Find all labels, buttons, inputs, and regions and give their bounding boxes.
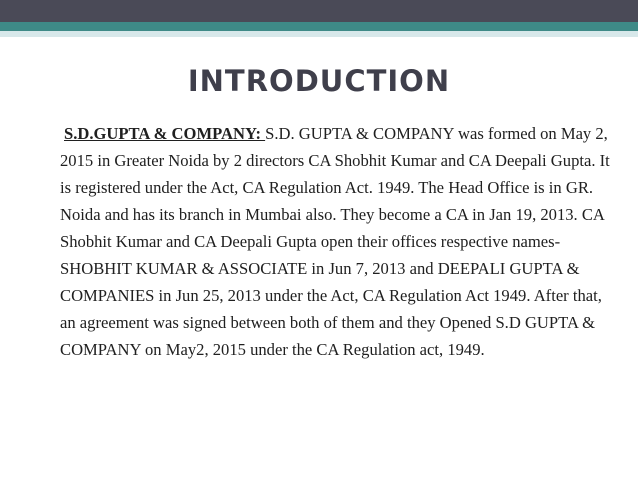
slide-title: INTRODUCTION xyxy=(187,64,451,98)
slide-body xyxy=(60,120,620,363)
header-bar-teal xyxy=(0,22,638,31)
header-bar-light xyxy=(0,31,638,37)
body-paragraph: S.D. GUPTA & COMPANY was formed on May 2, 2015 in Greater Noida by 2 directors CA Shobhit Kumar and CA Deepali Gupta. It is registered under the Act, CA Regulation Act. 1949. The Head Office is in GR. Noida and has its branch in Mumbai also. They become a CA in Jan 19, 2013. CA Shobhit Kumar and CA Deepali Gupta open their offices respective names- SHOBHIT KUMAR & ASSOCIATE in Jun 7, 2013 and DEEPALI GUPTA & COMPANIES in Jun 25, 2013 under the Act, CA Regulation Act 1949. After that, an agreement was signed between both of them and they Opened S.D GUPTA & COMPANY on May2, 2015 under the CA Regulation act, 1949. xyxy=(60,124,610,359)
company-lead-label: S.D.GUPTA & COMPANY: xyxy=(64,124,266,143)
header-bar-dark xyxy=(0,0,638,22)
